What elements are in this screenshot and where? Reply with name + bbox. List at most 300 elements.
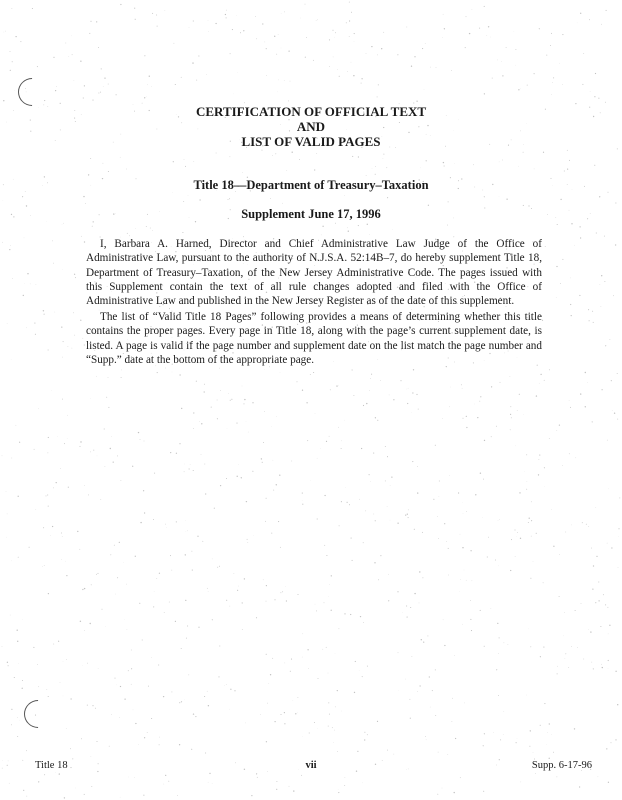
speckle-dot — [273, 490, 274, 491]
speckle-dot — [193, 20, 194, 21]
speckle-dot — [393, 754, 394, 755]
speckle-dot — [590, 92, 591, 93]
speckle-dot — [556, 266, 557, 267]
speckle-dot — [308, 668, 309, 669]
speckle-dot — [414, 593, 415, 594]
speckle-dot — [542, 320, 543, 321]
speckle-dot — [389, 395, 390, 396]
speckle-dot — [131, 684, 132, 685]
speckle-dot — [609, 625, 610, 626]
speckle-dot — [290, 671, 291, 672]
speckle-dot — [480, 610, 481, 611]
speckle-dot — [579, 786, 580, 787]
speckle-dot — [419, 685, 420, 686]
speckle-dot — [313, 60, 314, 61]
speckle-dot — [211, 407, 212, 408]
speckle-dot — [337, 690, 338, 691]
speckle-dot — [187, 531, 188, 532]
speckle-dot — [568, 667, 569, 668]
speckle-dot — [109, 746, 110, 747]
speckle-dot — [448, 548, 449, 549]
speckle-dot — [551, 33, 552, 34]
speckle-dot — [580, 13, 581, 14]
speckle-dot — [348, 231, 349, 232]
speckle-dot — [480, 396, 481, 397]
speckle-dot — [516, 742, 517, 743]
speckle-dot — [452, 721, 453, 722]
speckle-dot — [510, 570, 511, 571]
speckle-dot — [428, 205, 429, 206]
speckle-dot — [175, 84, 176, 85]
speckle-dot — [599, 196, 600, 197]
speckle-dot — [270, 674, 271, 675]
speckle-dot — [284, 723, 285, 724]
speckle-dot — [207, 691, 208, 692]
speckle-dot — [72, 348, 73, 349]
speckle-dot — [240, 32, 241, 33]
speckle-dot — [430, 67, 431, 68]
speckle-dot — [214, 508, 215, 509]
speckle-dot — [328, 673, 329, 674]
speckle-dot — [565, 658, 566, 659]
valid-pages-paragraph: The list of “Valid Title 18 Pages” following provides a means of determining whether this title contains the proper pages. Every page in Title 18, along with the page’s current supplement date, is listed. A page is valid if the page number and supplement date on the list match the page number and “Supp.” date at the bottom of the appropriate page. — [86, 311, 542, 367]
speckle-dot — [29, 547, 30, 548]
speckle-dot — [574, 245, 575, 246]
speckle-dot — [324, 495, 325, 496]
speckle-dot — [588, 526, 589, 527]
speckle-dot — [242, 386, 243, 387]
speckle-dot — [196, 381, 197, 382]
speckle-dot — [493, 732, 494, 733]
speckle-dot — [515, 49, 516, 50]
speckle-dot — [67, 415, 68, 416]
speckle-dot — [256, 617, 257, 618]
speckle-dot — [127, 629, 128, 630]
speckle-dot — [618, 567, 619, 568]
supplement-date-line: Supplement June 17, 1996 — [241, 207, 381, 221]
speckle-dot — [483, 791, 484, 792]
speckle-dot — [414, 529, 415, 530]
speckle-dot — [208, 31, 209, 32]
speckle-dot — [442, 37, 443, 38]
speckle-dot — [549, 758, 550, 759]
speckle-dot — [204, 464, 205, 465]
speckle-dot — [387, 197, 388, 198]
speckle-dot — [102, 609, 103, 610]
speckle-dot — [84, 344, 85, 345]
speckle-dot — [87, 705, 88, 706]
speckle-dot — [170, 452, 171, 453]
speckle-dot — [608, 782, 609, 783]
speckle-dot — [499, 519, 500, 520]
speckle-dot — [272, 155, 273, 156]
speckle-dot — [614, 413, 615, 414]
speckle-dot — [344, 785, 345, 786]
speckle-dot — [601, 275, 602, 276]
speckle-dot — [416, 101, 417, 102]
speckle-dot — [18, 557, 19, 558]
speckle-dot — [186, 638, 187, 639]
speckle-dot — [275, 153, 276, 154]
speckle-dot — [90, 21, 91, 22]
speckle-dot — [397, 523, 398, 524]
speckle-dot — [534, 169, 535, 170]
speckle-dot — [108, 407, 109, 408]
speckle-dot — [397, 591, 398, 592]
speckle-dot — [472, 9, 473, 10]
speckle-dot — [278, 34, 279, 35]
speckle-dot — [460, 579, 461, 580]
speckle-dot — [540, 374, 541, 375]
speckle-dot — [462, 388, 463, 389]
speckle-dot — [362, 676, 363, 677]
speckle-dot — [491, 608, 492, 609]
speckle-dot — [183, 201, 184, 202]
speckle-dot — [286, 170, 287, 171]
speckle-dot — [263, 442, 264, 443]
speckle-dot — [69, 56, 70, 57]
speckle-dot — [247, 542, 248, 543]
speckle-dot — [38, 409, 39, 410]
speckle-dot — [598, 98, 599, 99]
speckle-dot — [429, 676, 430, 677]
certification-paragraph: I, Barbara A. Harned, Director and Chief Administrative Law Judge of the Office of Administrative Law, pursuant to the authority of N.J.S.A. 52:14B–7, do hereby supplement Title 18, Department of Treasury–Taxation, of the New Jersey Administrative Code. The pages issued with this Supplement contain the text of all rule changes adopted and filed with the Office of Administrative Law and published in the New Jersey Register as of the date of this supplement. — [86, 238, 542, 308]
speckle-dot — [583, 53, 584, 54]
speckle-dot — [556, 430, 557, 431]
speckle-dot — [267, 703, 268, 704]
speckle-dot — [241, 477, 242, 478]
speckle-dot — [559, 554, 560, 555]
speckle-dot — [374, 562, 375, 563]
speckle-dot — [266, 601, 267, 602]
speckle-dot — [544, 703, 545, 704]
speckle-dot — [347, 71, 348, 72]
speckle-dot — [317, 458, 318, 459]
speckle-dot — [36, 284, 37, 285]
speckle-dot — [499, 162, 500, 163]
speckle-dot — [131, 650, 132, 651]
speckle-dot — [261, 458, 262, 459]
speckle-dot — [483, 479, 484, 480]
speckle-dot — [470, 550, 471, 551]
speckle-dot — [339, 76, 340, 77]
speckle-dot — [324, 545, 325, 546]
speckle-dot — [114, 545, 115, 546]
speckle-dot — [215, 23, 216, 24]
speckle-dot — [570, 278, 571, 279]
speckle-dot — [326, 441, 327, 442]
speckle-dot — [237, 476, 238, 477]
speckle-dot — [182, 232, 183, 233]
speckle-dot — [83, 196, 84, 197]
speckle-dot — [551, 94, 552, 95]
speckle-dot — [367, 666, 368, 667]
speckle-dot — [272, 658, 273, 659]
speckle-dot — [91, 756, 92, 757]
speckle-dot — [124, 698, 125, 699]
speckle-dot — [364, 739, 365, 740]
speckle-dot — [10, 51, 11, 52]
speckle-dot — [237, 590, 238, 591]
speckle-dot — [110, 554, 111, 555]
speckle-dot — [426, 740, 427, 741]
speckle-dot — [604, 236, 605, 237]
speckle-dot — [519, 394, 520, 395]
speckle-dot — [435, 445, 436, 446]
speckle-dot — [264, 411, 265, 412]
speckle-dot — [274, 36, 275, 37]
speckle-dot — [449, 406, 450, 407]
speckle-dot — [454, 792, 455, 793]
speckle-dot — [460, 777, 461, 778]
speckle-dot — [391, 476, 392, 477]
speckle-dot — [288, 100, 289, 101]
speckle-dot — [228, 393, 229, 394]
speckle-dot — [48, 437, 49, 438]
speckle-dot — [7, 662, 8, 663]
speckle-dot — [536, 395, 537, 396]
speckle-dot — [84, 630, 85, 631]
speckle-dot — [242, 629, 243, 630]
footer-supplement-date: Supp. 6-17-96 — [531, 760, 592, 771]
speckle-dot — [587, 382, 588, 383]
speckle-dot — [302, 493, 303, 494]
speckle-dot — [226, 600, 227, 601]
speckle-dot — [579, 295, 580, 296]
speckle-dot — [22, 680, 23, 681]
speckle-dot — [290, 81, 291, 82]
speckle-dot — [528, 522, 529, 523]
speckle-dot — [414, 56, 415, 57]
speckle-dot — [9, 783, 10, 784]
speckle-dot — [193, 713, 194, 714]
speckle-dot — [149, 76, 150, 77]
speckle-dot — [135, 19, 136, 20]
speckle-dot — [508, 644, 509, 645]
speckle-dot — [502, 160, 503, 161]
speckle-dot — [444, 28, 445, 29]
speckle-dot — [531, 501, 532, 502]
speckle-dot — [326, 555, 327, 556]
speckle-dot — [82, 338, 83, 339]
speckle-dot — [266, 585, 267, 586]
speckle-dot — [188, 675, 189, 676]
speckle-dot — [437, 516, 438, 517]
speckle-dot — [383, 158, 384, 159]
speckle-dot — [303, 634, 304, 635]
speckle-dot — [602, 389, 603, 390]
speckle-dot — [276, 789, 277, 790]
speckle-dot — [48, 696, 49, 697]
speckle-dot — [173, 161, 174, 162]
speckle-dot — [363, 622, 364, 623]
speckle-dot — [281, 714, 282, 715]
speckle-dot — [138, 432, 139, 433]
speckle-dot — [198, 55, 199, 56]
speckle-dot — [510, 376, 511, 377]
speckle-dot — [147, 732, 148, 733]
speckle-dot — [407, 617, 408, 618]
speckle-dot — [330, 389, 331, 390]
speckle-dot — [53, 644, 54, 645]
speckle-dot — [84, 588, 85, 589]
speckle-dot — [417, 691, 418, 692]
speckle-dot — [592, 588, 593, 589]
speckle-dot — [101, 68, 102, 69]
speckle-dot — [121, 370, 122, 371]
speckle-dot — [11, 458, 12, 459]
speckle-dot — [581, 603, 582, 604]
speckle-dot — [580, 393, 581, 394]
speckle-dot — [589, 19, 590, 20]
speckle-dot — [165, 524, 166, 525]
speckle-dot — [309, 733, 310, 734]
speckle-dot — [410, 718, 411, 719]
speckle-dot — [611, 547, 612, 548]
speckle-dot — [351, 62, 352, 63]
speckle-dot — [357, 751, 358, 752]
speckle-dot — [335, 707, 336, 708]
speckle-dot — [381, 48, 382, 49]
speckle-dot — [7, 323, 8, 324]
speckle-dot — [378, 579, 379, 580]
speckle-dot — [408, 517, 409, 518]
speckle-dot — [316, 153, 317, 154]
speckle-dot — [435, 715, 436, 716]
speckle-dot — [606, 10, 607, 11]
speckle-dot — [152, 230, 153, 231]
speckle-dot — [444, 523, 445, 524]
speckle-dot — [339, 628, 340, 629]
speckle-dot — [317, 518, 318, 519]
speckle-dot — [10, 245, 11, 246]
speckle-dot — [598, 600, 599, 601]
speckle-dot — [352, 156, 353, 157]
speckle-dot — [500, 382, 501, 383]
heading-line-2: AND — [296, 119, 326, 134]
speckle-dot — [191, 749, 192, 750]
speckle-dot — [2, 455, 3, 456]
speckle-dot — [306, 402, 307, 403]
speckle-dot — [585, 406, 586, 407]
speckle-dot — [205, 493, 206, 494]
speckle-dot — [600, 626, 601, 627]
speckle-dot — [446, 541, 447, 542]
speckle-dot — [288, 50, 289, 51]
speckle-dot — [466, 16, 467, 17]
speckle-dot — [571, 646, 572, 647]
speckle-dot — [44, 774, 45, 775]
speckle-dot — [426, 160, 427, 161]
speckle-dot — [499, 637, 500, 638]
speckle-dot — [230, 53, 231, 54]
speckle-dot — [66, 659, 67, 660]
speckle-dot — [84, 85, 85, 86]
speckle-dot — [451, 70, 452, 71]
speckle-dot — [411, 66, 412, 67]
speckle-dot — [484, 6, 485, 7]
speckle-dot — [179, 702, 180, 703]
speckle-dot — [377, 96, 378, 97]
speckle-dot — [5, 31, 6, 32]
speckle-dot — [16, 425, 17, 426]
speckle-dot — [565, 653, 566, 654]
speckle-dot — [73, 312, 74, 313]
speckle-dot — [174, 43, 175, 44]
speckle-dot — [153, 606, 154, 607]
speckle-dot — [449, 475, 450, 476]
speckle-dot — [66, 575, 67, 576]
speckle-dot — [98, 93, 99, 94]
speckle-dot — [230, 400, 231, 401]
speckle-dot — [217, 400, 218, 401]
speckle-dot — [64, 443, 65, 444]
speckle-dot — [191, 551, 192, 552]
speckle-dot — [321, 235, 322, 236]
speckle-dot — [535, 773, 536, 774]
speckle-dot — [194, 161, 195, 162]
speckle-dot — [75, 277, 76, 278]
speckle-dot — [367, 734, 368, 735]
speckle-dot — [425, 736, 426, 737]
speckle-dot — [139, 603, 140, 604]
speckle-dot — [595, 73, 596, 74]
speckle-dot — [61, 533, 62, 534]
speckle-dot — [349, 36, 350, 37]
speckle-dot — [545, 246, 546, 247]
speckle-dot — [506, 199, 507, 200]
speckle-dot — [559, 425, 560, 426]
speckle-dot — [108, 171, 109, 172]
speckle-dot — [74, 274, 75, 275]
speckle-dot — [22, 688, 23, 689]
speckle-dot — [113, 461, 114, 462]
speckle-dot — [53, 57, 54, 58]
speckle-dot — [68, 346, 69, 347]
speckle-dot — [562, 259, 563, 260]
speckle-dot — [100, 499, 101, 500]
speckle-dot — [85, 203, 86, 204]
speckle-dot — [24, 238, 25, 239]
speckle-dot — [471, 630, 472, 631]
speckle-dot — [52, 241, 53, 242]
speckle-dot — [588, 309, 589, 310]
speckle-dot — [48, 506, 49, 507]
speckle-dot — [103, 163, 104, 164]
speckle-dot — [552, 82, 553, 83]
speckle-dot — [324, 602, 325, 603]
speckle-dot — [527, 481, 528, 482]
speckle-dot — [111, 714, 112, 715]
speckle-dot — [207, 588, 208, 589]
speckle-dot — [352, 560, 353, 561]
speckle-dot — [146, 226, 147, 227]
speckle-dot — [131, 668, 132, 669]
speckle-dot — [143, 795, 144, 796]
speckle-dot — [523, 152, 524, 153]
speckle-dot — [608, 634, 609, 635]
speckle-dot — [607, 607, 608, 608]
speckle-dot — [226, 17, 227, 18]
speckle-dot — [212, 559, 213, 560]
speckle-dot — [289, 786, 290, 787]
speckle-dot — [317, 19, 318, 20]
speckle-dot — [90, 623, 91, 624]
speckle-dot — [504, 711, 505, 712]
punch-hole-mark-bottom — [18, 694, 58, 734]
speckle-dot — [422, 48, 423, 49]
speckle-dot — [193, 470, 194, 471]
